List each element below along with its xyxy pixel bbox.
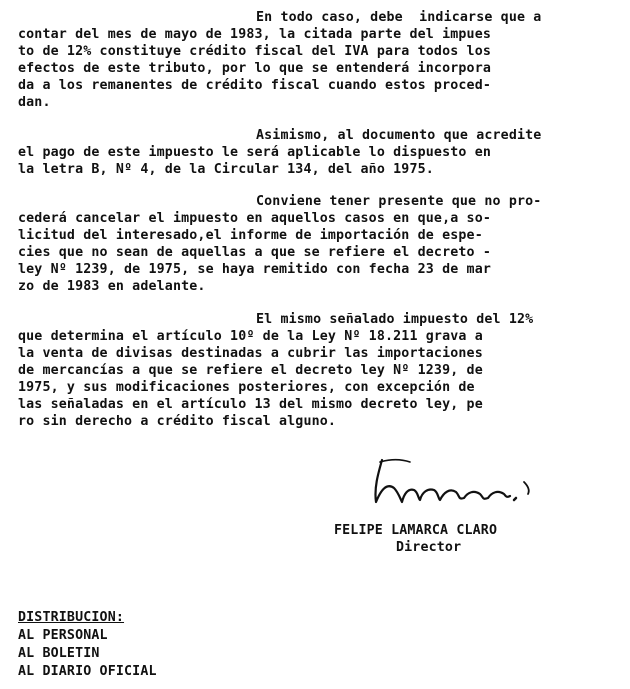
paragraph-1-line-1: En todo caso, debe indicarse que a — [256, 10, 542, 25]
signatory-title: Director — [396, 540, 462, 555]
distribution-item-2: AL BOLETIN — [18, 646, 100, 661]
paragraph-1-line-2: contar del mes de mayo de 1983, la citada parte del impues — [18, 27, 492, 42]
handwritten-signature — [364, 452, 554, 512]
paragraph-1-line-4: efectos de este tributo, por lo que se entenderá incorpora — [18, 61, 492, 76]
distribution-item-1: AL PERSONAL — [18, 628, 108, 643]
paragraph-4-line-7: ro sin derecho a crédito fiscal alguno. — [18, 414, 337, 429]
paragraph-3-line-5: ley Nº 1239, de 1975, se haya remitido con fecha 23 de mar — [18, 262, 492, 277]
paragraph-1-line-5: da a los remanentes de crédito fiscal cuando estos proced- — [18, 78, 492, 93]
paragraph-3-line-4: cies que no sean de aquellas a que se refiere el decreto - — [18, 245, 492, 260]
paragraph-2-line-2: el pago de este impuesto le será aplicable lo dispuesto en — [18, 145, 492, 160]
paragraph-4-line-3: la venta de divisas destinadas a cubrir las importaciones — [18, 346, 483, 361]
signatory-name: FELIPE LAMARCA CLARO — [334, 523, 498, 538]
distribution-heading: DISTRIBUCION: — [18, 610, 125, 625]
paragraph-4-line-6: las señaladas en el artículo 13 del mismo decreto ley, pe — [18, 397, 483, 412]
paragraph-3-line-3: licitud del interesado,el informe de importación de espe- — [18, 228, 483, 243]
paragraph-4-line-1: El mismo señalado impuesto del 12% — [256, 312, 534, 327]
paragraph-1-line-6: dan. — [18, 95, 51, 110]
paragraph-4-line-2: que determina el artículo 10º de la Ley Nº 18.211 grava a — [18, 329, 483, 344]
paragraph-3-line-6: zo de 1983 en adelante. — [18, 279, 206, 294]
paragraph-3-line-2: cederá cancelar el impuesto en aquellos casos en que,a so- — [18, 211, 492, 226]
paragraph-2-line-3: la letra B, Nº 4, de la Circular 134, del año 1975. — [18, 162, 434, 177]
distribution-item-3: AL DIARIO OFICIAL — [18, 664, 157, 679]
paragraph-2-line-1: Asimismo, al documento que acredite — [256, 128, 542, 143]
paragraph-1-line-3: to de 12% constituye crédito fiscal del IVA para todos los — [18, 44, 492, 59]
paragraph-4-line-5: 1975, y sus modificaciones posteriores, con excepción de — [18, 380, 475, 395]
paragraph-3-line-1: Conviene tener presente que no pro- — [256, 194, 542, 209]
paragraph-4-line-4: de mercancías a que se refiere el decreto ley Nº 1239, de — [18, 363, 483, 378]
